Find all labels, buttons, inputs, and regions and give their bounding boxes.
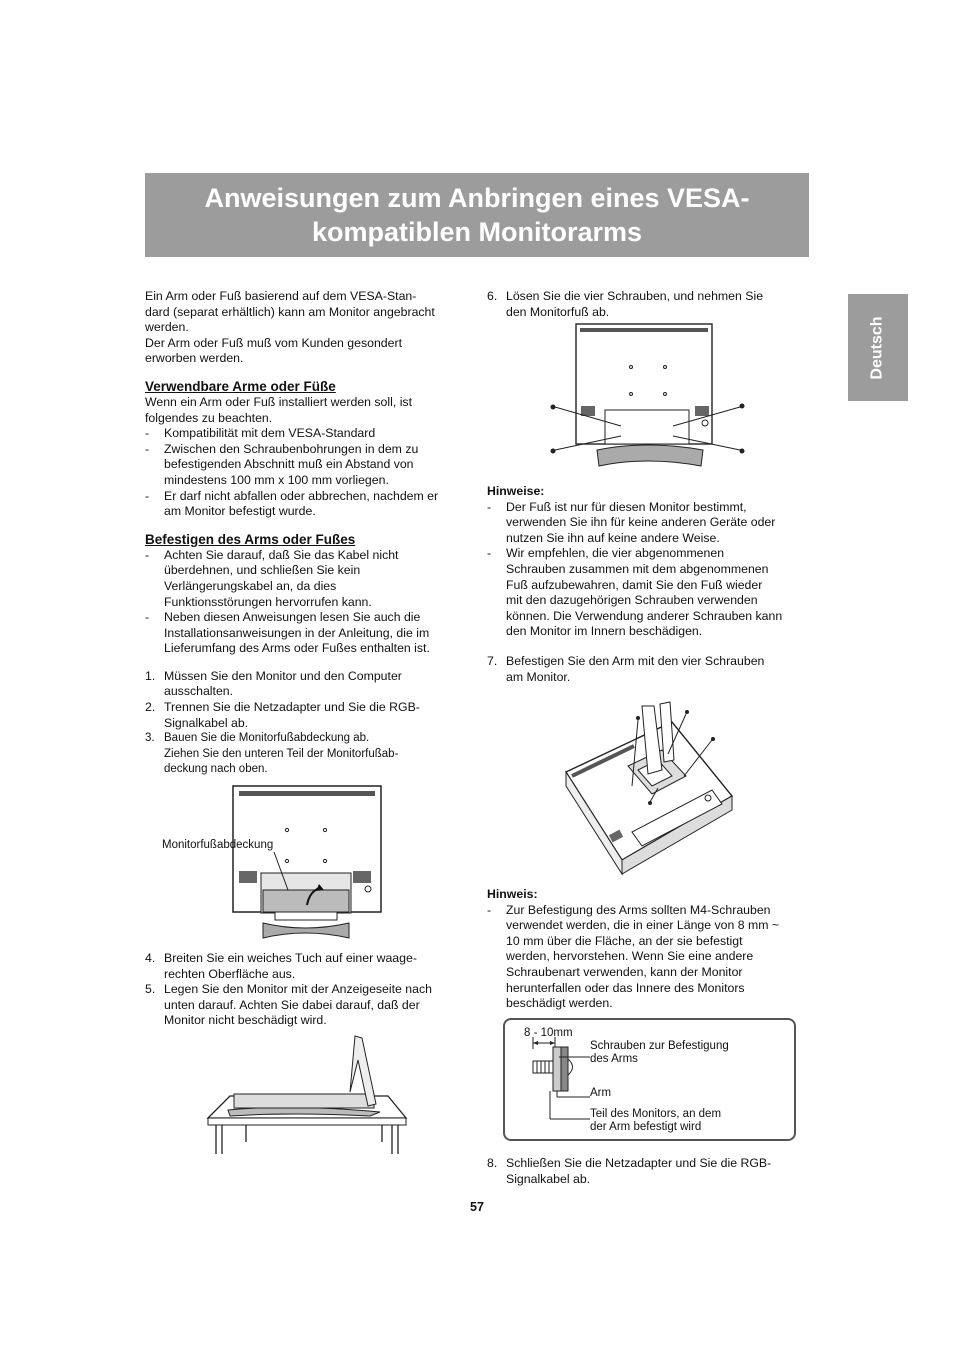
monitor-on-table-figure (200, 1030, 415, 1158)
list-item: - Wir empfehlen, die vier abgenommenen Schrauben zusammen mit dem abgenommenen Fuß aufzubewahren, damit Sie den Fuß wieder mit den dazugehörigen Schrauben verwenden können. Die Verwendung anderer Schrauben kann den Monitor im Innern beschädigen. (487, 546, 783, 639)
dimension-label: 8 - 10mm (524, 1027, 573, 1039)
right-column-top (487, 289, 807, 320)
title-banner (145, 173, 809, 257)
step-6: 6. Lösen Sie die vier Schrauben, und nehmen Sie den Monitorfuß ab. (487, 289, 764, 319)
right-step-8 (487, 1156, 807, 1187)
remove-stand-figure (545, 322, 750, 472)
list-item: - Zur Befestigung des Arms sollten M4-Schrauben verwendet werden, die in einer Länge von 8 mm ~ 10 mm über die Fläche, an der sie befestigt werden, hervorstehen. Wenn Sie eine andere Schraubenart verwenden, kann der Monitor herunterfallen oder das Innere des Monitors beschädigt werden. (487, 902, 780, 1011)
heading-usable-arms: Verwendbare Arme oder Füße (145, 378, 336, 394)
step-5: 5. Legen Sie den Monitor mit der Anzeigeseite nach unten darauf. Achten Sie dabei darauf, daß der Monitor nicht beschädigt wird. (145, 982, 432, 1028)
note-title: Hinweis: (487, 887, 538, 901)
list-item: - Er darf nicht abfallen oder abbrechen, nachdem er am Monitor befestigt wurde. (145, 488, 439, 519)
right-notes (487, 484, 807, 685)
left-steps-4-5 (145, 951, 470, 1029)
right-note2 (487, 887, 807, 1012)
page-title: Anweisungen zum Anbringen eines VESA- kompatiblen Monitorarms (204, 183, 750, 247)
heading-attach-arm: Befestigen des Arms oder Fußes (145, 531, 356, 547)
step-2: 2. Trennen Sie die Netzadapter und Sie die RGB- Signalkabel ab. (145, 700, 420, 730)
language-tab: Deutsch (848, 294, 908, 401)
cover-label: Monitorfußabdeckung (162, 839, 274, 851)
monitor-part-label: Teil des Monitors, an dem der Arm befestigt wird (590, 1108, 722, 1133)
arm-label: Arm (590, 1087, 612, 1099)
step-8: 8. Schließen Sie die Netzadapter und Sie die RGB- Signalkabel ab. (487, 1156, 772, 1186)
cover-leader-line (272, 850, 292, 892)
attach-arm-figure (562, 700, 742, 878)
list-item: - Der Fuß ist nur für diesen Monitor bestimmt, verwenden Sie ihn für keine anderen Geräte oder nutzen Sie ihn auf keine andere Weise. (487, 499, 776, 545)
list-item: - Zwischen den Schraubenbohrungen in dem zu befestigenden Abschnitt muß ein Abstand von mindestens 100 mm x 100 mm vorliegen. (145, 441, 419, 487)
list-item: - Kompatibilität mit dem VESA-Standard (145, 426, 376, 441)
screw-label: Schrauben zur Befestigung des Arms (590, 1040, 729, 1065)
monitor-back-cover-figure (225, 783, 385, 943)
list-item: - Achten Sie darauf, daß Sie das Kabel nicht überdehnen, und schließen Sie kein Verlängerungskabel an, da dies Funktionsstörungen hervorrufen kann. (145, 547, 399, 609)
intro-text: Ein Arm oder Fuß basierend auf dem VESA-Stan- dard (separat erhältlich) kann am Monitor angebracht werden. Der Arm oder Fuß muß vom Kunden gesondert erworben werden. (145, 289, 435, 366)
step-4: 4. Breiten Sie ein weiches Tuch auf einer waage- rechten Oberfläche aus. (145, 951, 417, 981)
list-item: - Neben diesen Anweisungen lesen Sie auch die Installationsanweisungen in der Anleitung, die im Lieferumfang des Arms oder Fußes enthalten ist. (145, 610, 430, 656)
step-3: 3. Bauen Sie die Monitorfußabdeckung ab. Ziehen Sie den unteren Teil der Monitorfußab- deckung nach oben. (145, 732, 399, 776)
notes-title: Hinweise: (487, 484, 545, 498)
left-column (145, 289, 470, 778)
step-1: 1. Müssen Sie den Monitor und den Computer ausschalten. (145, 668, 402, 699)
step-7: 7. Befestigen Sie den Arm mit den vier Schrauben am Monitor. (487, 653, 765, 684)
usable-arms-text: Wenn ein Arm oder Fuß installiert werden soll, ist folgendes zu beachten. (145, 394, 412, 425)
page-number: 57 (470, 1200, 484, 1214)
